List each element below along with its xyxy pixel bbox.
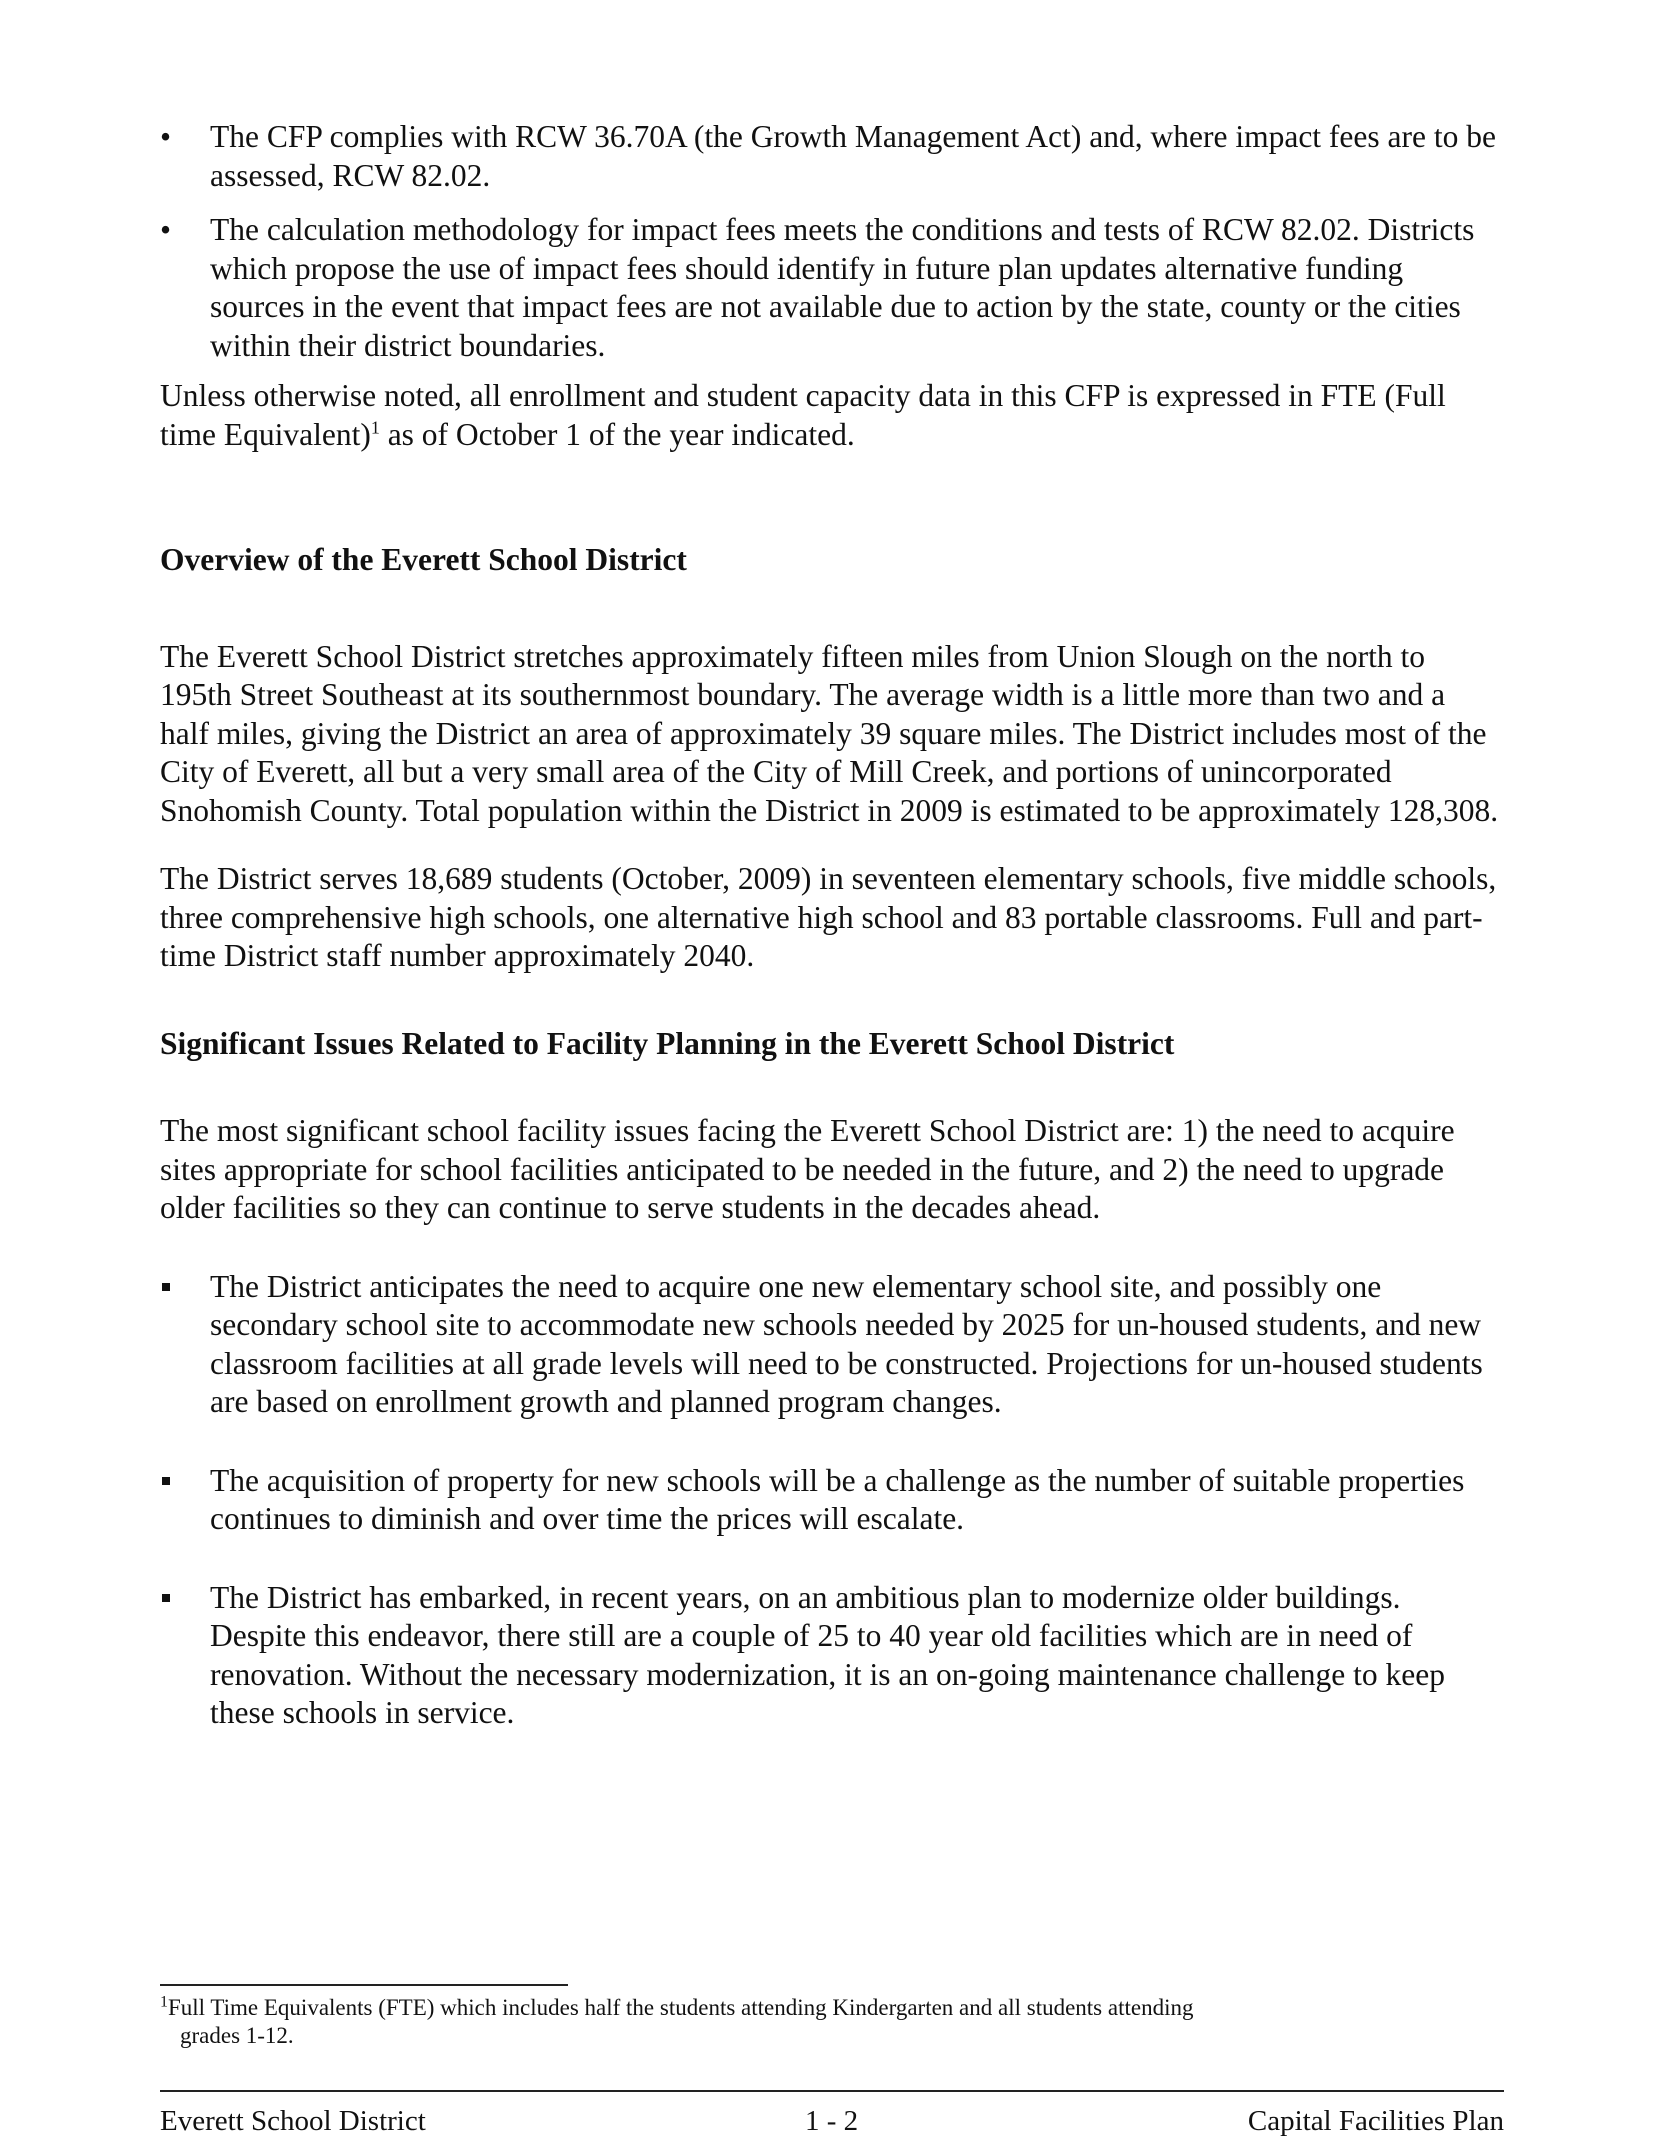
bullet-dot-icon: •: [160, 212, 172, 247]
intro-bullet-text: The CFP complies with RCW 36.70A (the Growth Management Act) and, where impact fees are to be assessed, RCW 82.02.: [210, 119, 1496, 193]
fte-note-text-end: as of October 1 of the year indicated.: [379, 416, 855, 452]
intro-bullet-list: [160, 118, 1500, 365]
issues-bullet-text: The acquisition of property for new schools will be a challenge as the number of suitable properties continues to diminish and over time the prices will escalate.: [210, 1462, 1465, 1536]
issues-heading: Significant Issues Related to Facility Planning in the Everett School District: [160, 1025, 1175, 1061]
main-content: [160, 118, 1500, 1749]
footnote-reference: 1: [370, 417, 380, 437]
footnote-marker: 1: [160, 1993, 168, 2011]
issues-bullet-item: [160, 1579, 1500, 1733]
issues-bullet-item: [160, 1462, 1500, 1539]
fte-note-paragraph: [160, 377, 1500, 454]
bullet-dot-icon: •: [160, 119, 172, 154]
overview-heading: Overview of the Everett School District: [160, 542, 687, 577]
issues-bullet-text: The District has embarked, in recent years, on an ambitious plan to modernize older buildings. Despite this endeavor, there still are a couple of 25 to 40 year old facilities which are in need of renovation. Without the necessary modernization, it is an on-going maintenance challenge to keep these schools in service.: [210, 1579, 1446, 1730]
overview-paragraph-1: The Everett School District stretches approximately fifteen miles from Union Slough on the north to 195th Street Southeast at its southernmost boundary. The average width is a little more than two and a half miles, giving the District an area of approximately 39 square miles. The District includes most of the City of Everett, all but a very small area of the City of Mill Creek, and portions of unincorporated Snohomish County. Total population within the District in 2009 is estimated to be approximately 128,308.: [160, 638, 1499, 828]
intro-bullet-item: [160, 211, 1500, 365]
bullet-square-icon: [162, 1477, 170, 1485]
footnote-text-line2: grades 1-12.: [180, 2023, 294, 2048]
intro-bullet-item: [160, 118, 1500, 195]
bullet-square-icon: [162, 1283, 170, 1291]
footnote-divider: [160, 1984, 568, 1986]
bullet-square-icon: [162, 1594, 170, 1602]
footer-page-number: 1 - 2: [805, 2105, 859, 2137]
footnote-text-line1: Full Time Equivalents (FTE) which includes half the students attending Kindergarten and all students attending: [168, 1995, 1194, 2020]
intro-bullet-text: The calculation methodology for impact fees meets the conditions and tests of RCW 82.02. Districts which propose the use of impact fees should identify in future plan updates alternative funding sources in the event that impact fees are not available due to action by the state, county or the cities within their district boundaries.: [210, 212, 1475, 363]
issues-bullet-list: [160, 1268, 1500, 1733]
footer-document-title: Capital Facilities Plan: [1247, 2105, 1504, 2137]
footer-district-name: Everett School District: [160, 2105, 426, 2137]
issues-intro-paragraph: The most significant school facility issues facing the Everett School District are: 1) the need to acquire sites appropriate for school facilities anticipated to be needed in the future, and 2) the need to upgrade older facilities so they can continue to serve students in the decades ahead.: [160, 1113, 1455, 1225]
footer-divider: [160, 2090, 1504, 2092]
issues-bullet-item: [160, 1268, 1500, 1422]
fte-note-text: Unless otherwise noted, all enrollment and student capacity data in this CFP is expressed in FTE (Full time Equivalent): [160, 378, 1446, 452]
issues-bullet-text: The District anticipates the need to acquire one new elementary school site, and possibly one secondary school site to accommodate new schools needed by 2025 for un-housed students, and new classroom facilities at all grade levels will need to be constructed. Projections for un-housed students are based on enrollment growth and planned program changes.: [210, 1268, 1483, 1419]
footnote: [160, 1994, 1460, 2050]
overview-paragraph-2: The District serves 18,689 students (October, 2009) in seventeen elementary schools, five middle schools, three comprehensive high schools, one alternative high school and 83 portable classrooms. Full and part-time District staff number approximately 2040.: [160, 861, 1497, 973]
